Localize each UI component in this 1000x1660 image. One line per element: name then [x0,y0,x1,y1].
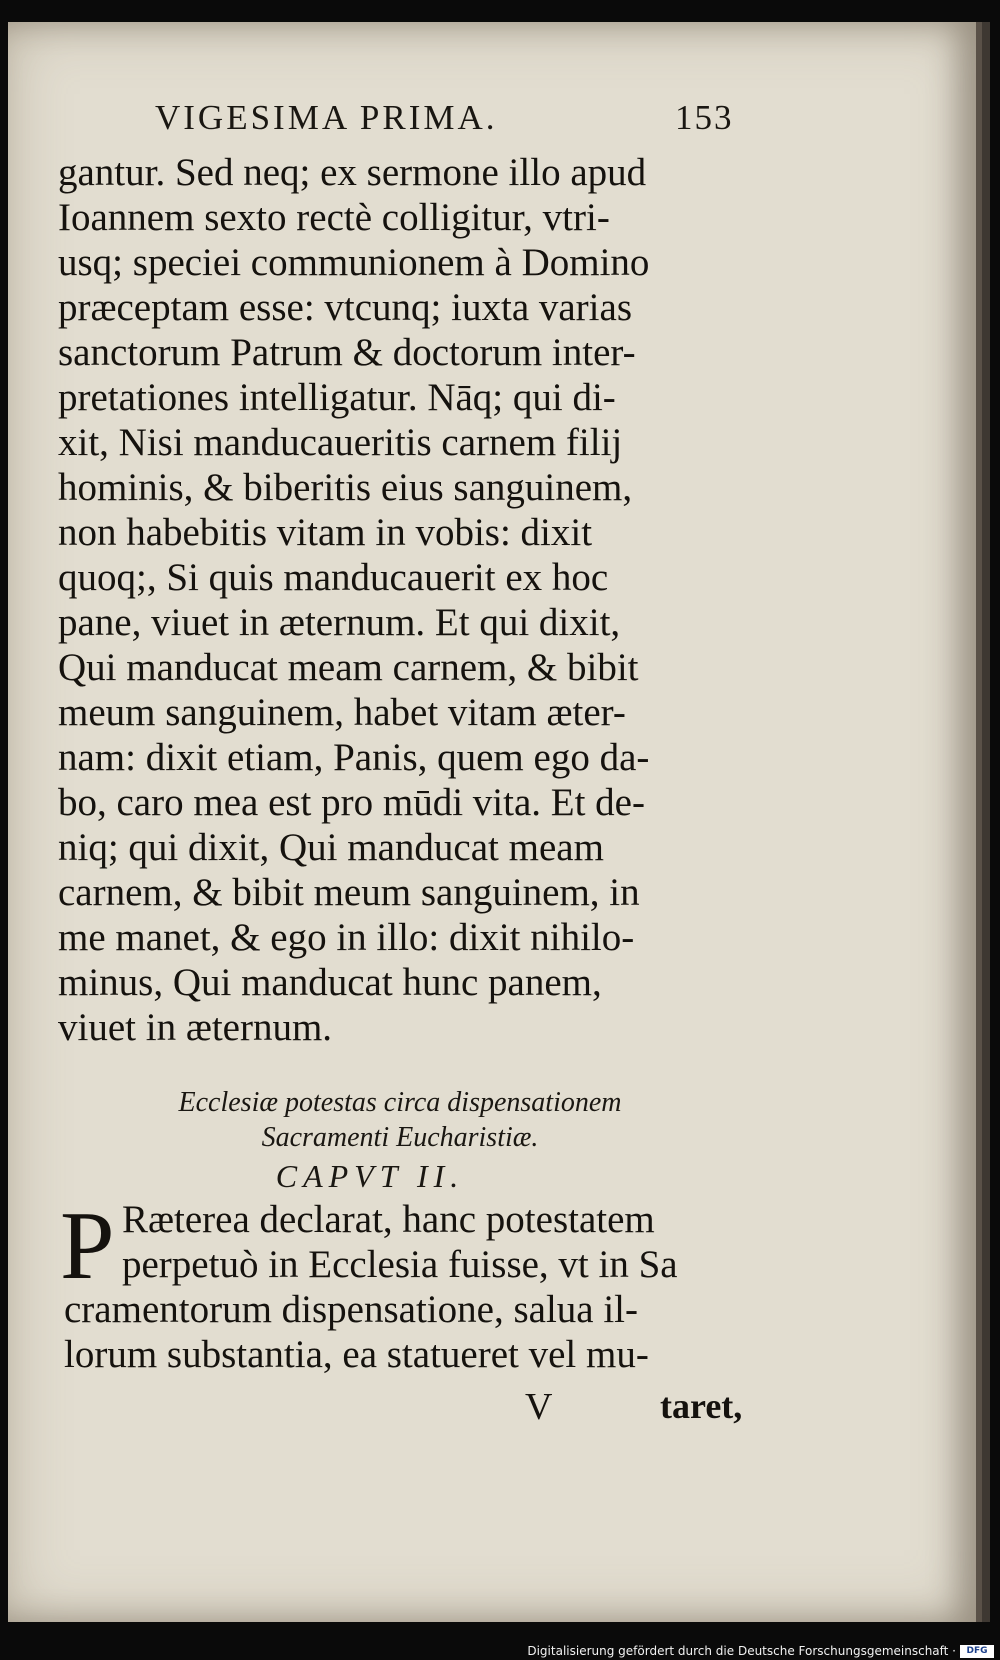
text-line: quoq;, Si quis manducauerit ex hoc [58,556,609,599]
text-line: non habebitis vitam in vobis: dixit [58,511,593,554]
text-line: pane, viuet in æternum. Et qui dixit, [58,601,621,644]
body-text [58,150,748,1050]
text-line: usq; speciei communionem à Domino [58,241,650,284]
rubric-line: Sacramenti Eucharistiæ. [261,1122,539,1153]
text-line: meum sanguinem, habet vitam æter- [58,691,626,734]
text-line: nam: dixit etiam, Panis, quem ego da- [58,736,650,779]
text-line: Ioannem sexto rectè colligitur, vtri- [58,196,610,239]
text-line: minus, Qui manducat hunc panem, [58,961,602,1004]
text-line: viuet in æternum. [58,1006,333,1049]
text-line: Qui manducat meam carnem, & bibit [58,646,639,689]
signature-mark: V [525,1386,553,1428]
drop-initial: P [60,1192,115,1300]
text-line: xit, Nisi manducaueritis carnem filij [58,421,623,464]
text-line: cramentorum dispensatione, salua il- [64,1288,638,1331]
text-line: præceptam esse: vtcunq; iuxta varias [58,286,632,329]
text-line: niq; qui dixit, Qui manducat meam [58,826,604,869]
text-line: Ræterea declarat, hanc potestatem [122,1198,655,1241]
text-line: me manet, & ego in illo: dixit nihilo- [58,916,635,959]
running-head [155,98,755,148]
catchword: taret, [660,1386,743,1426]
rubric-line: Ecclesiæ potestas circa dispensationem [178,1087,622,1118]
page-edge [982,22,990,1622]
text-line: perpetuò in Ecclesia fuisse, vt in Sa [122,1243,678,1286]
text-line: carnem, & bibit meum sanguinem, in [58,871,640,914]
text-line: sanctorum Patrum & doctorum inter- [58,331,636,374]
text-line: hominis, & biberitis eius sanguinem, [58,466,633,509]
dfg-logo-icon: DFG [960,1645,994,1658]
text-line: bo, caro mea est pro mūdi vita. Et de- [58,781,645,824]
chapter-heading: CAPVT II. [275,1158,465,1194]
text-line: pretationes intelligatur. Nāq; qui di- [58,376,616,419]
text-line: gantur. Sed neq; ex sermone illo apud [58,151,647,194]
footer-bar [0,1643,1000,1660]
chapter-text [64,1197,754,1377]
running-title: VIGESIMA PRIMA. [155,98,498,137]
text-line: lorum substantia, ea statueret vel mu- [64,1333,649,1376]
page-number: 153 [675,98,734,137]
footer-credit: Digitalisierung gefördert durch die Deutsche Forschungsgemeinschaft · [527,1644,956,1658]
